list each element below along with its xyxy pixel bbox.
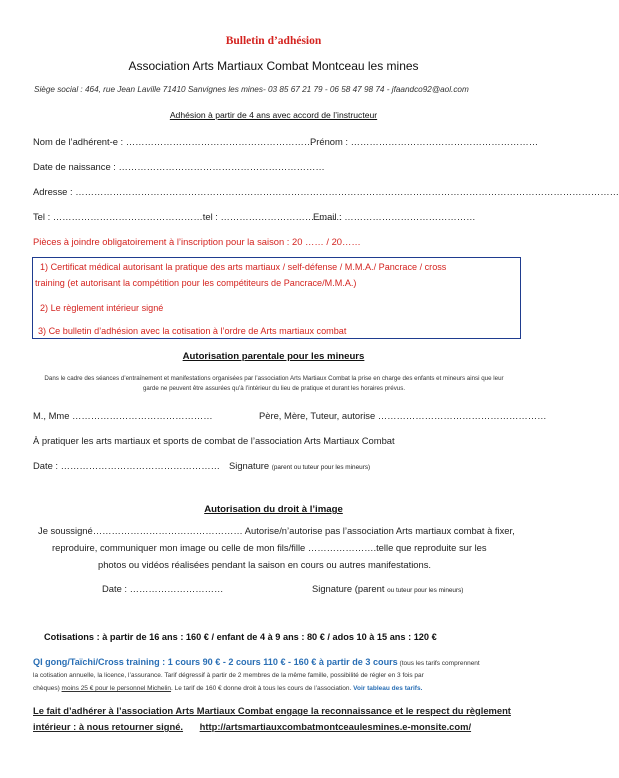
parental-paragraph: Dans le cadre des séances d’entraînement et manifestations organisées par l’association Arts Martiaux Combat la prise en charge des enfants et mineurs ainsi que leur garde ne peuvent être assurées qu’à l’intérieur du lieu de pratique et durant les horaires prévus. — [44, 375, 504, 392]
naissance-field[interactable]: Date de naissance : ………………………………………………………… — [33, 161, 325, 172]
parental-title: Autorisation parentale pour les mineurs — [182, 351, 365, 362]
qigong-small-3 — [33, 685, 422, 692]
qigong-small-3c: . Le tarif de 160 € donne droit à tous les cours de l’association. — [171, 685, 354, 692]
image-title: Autorisation du droit à l’image — [204, 504, 343, 515]
tel-field[interactable]: Tel : …………………………………………tel : ………………………………… — [33, 211, 343, 222]
image-signature[interactable] — [312, 583, 463, 594]
footer-line-2 — [33, 721, 471, 732]
page-title: Bulletin d’adhésion — [225, 35, 322, 47]
image-date-field[interactable]: Date : ………………………… — [102, 583, 224, 594]
mme-field[interactable]: M., Mme ……………………………………… — [33, 410, 213, 421]
siege-social: Siège social : 464, rue Jean Laville 71410 Sanvignes les mines- 03 85 67 21 79 - 06 58 47 98 74 - jfaandco92@aol.com — [34, 85, 469, 94]
footer-line-1: Le fait d’adhérer à l’association Arts Martiaux Combat engage la reconnaissance et le respect du règlement — [33, 705, 511, 716]
nom-field[interactable]: Nom de l’adhérent-e : …………………………………………………… — [33, 136, 314, 147]
pieces-text: Pièces à joindre obligatoirement à l’inscription pour la saison : 20 …… / 20…… — [33, 236, 361, 247]
parental-signature[interactable] — [229, 460, 370, 471]
qigong-small-3a: chèques) — [33, 685, 62, 692]
adresse-field[interactable]: Adresse : ………………………………………………………………………………………………………………………………………………………… — [33, 186, 619, 197]
association-name: Association Arts Martiaux Combat Montceau les mines — [128, 59, 419, 73]
adhesion-note: Adhésion à partir de 4 ans avec accord de l’instructeur — [169, 110, 378, 120]
image-line-3: photos ou vidéos réalisées pendant la saison en cours ou autres manifestations. — [98, 559, 432, 570]
pratiquer-text: À pratiquer les arts martiaux et sports de combat de l’association Arts Martiaux Combat — [33, 435, 395, 446]
signature-hint: (parent ou tuteur pour les mineurs) — [271, 464, 371, 471]
qigong-small-1: (tous les tarifs comprennent — [397, 660, 480, 667]
image-line-1: Je soussigné………………………………………… Autorise/n’autorise pas l’association Arts martiaux combat à fixer, — [38, 525, 515, 536]
image-line-2: reproduire, communiquer mon image ou celle de mon fils/fille ………………….telle que reproduite sur les — [52, 542, 487, 553]
box-line-1: 1) Certificat médical autorisant la pratique des arts martiaux / self-défense / M.M.A./ Pancrace / cross — [40, 262, 447, 272]
michelin-discount: moins 25 € pour le personnel Michelin — [61, 685, 172, 692]
box-line-3: 2) Le règlement intérieur signé — [40, 303, 164, 313]
website-link[interactable]: http://artsmartiauxcombatmontceaulesmines.e-monsite.com/ — [199, 721, 472, 732]
signature-label: Signature — [229, 460, 270, 471]
pere-field[interactable]: Père, Mère, Tuteur, autorise ……………………………………………… — [259, 410, 547, 421]
box-line-2: training (et autorisant la compétition pour les compétiteurs de Pancrace/M.M.A.) — [35, 278, 357, 288]
email-field[interactable]: Email : …………………………………… — [313, 211, 476, 222]
qigong-line — [33, 657, 480, 667]
footer-retourner: intérieur : à nous retourner signé. — [33, 721, 184, 732]
qigong-small-2: la cotisation annuelle, la licence, l’assurance. Tarif dégressif à partir de 2 membres de la même famille, possibilité de régler en 3 fois par — [33, 672, 424, 679]
image-signature-label: Signature (parent — [312, 583, 385, 594]
cotisations-text: Cotisations : à partir de 16 ans : 160 € / enfant de 4 à 9 ans : 80 € / ados 10 à 15 ans : 120 € — [44, 632, 437, 642]
parental-date-field[interactable]: Date : …………………………………………… — [33, 460, 220, 471]
prenom-field[interactable]: Prénom : …………………………………………………… — [310, 136, 539, 147]
qigong-bold: QI gong/Taïchi/Cross training : 1 cours 90 € - 2 cours 110 € - 160 € à partir de 3 cours — [33, 657, 398, 667]
voir-tableau-link[interactable]: Voir tableau des tarifs. — [353, 685, 423, 692]
box-line-4: 3) Ce bulletin d’adhésion avec la cotisation à l’ordre de Arts martiaux combat — [38, 326, 347, 336]
image-signature-hint: ou tuteur pour les mineurs) — [387, 587, 464, 594]
